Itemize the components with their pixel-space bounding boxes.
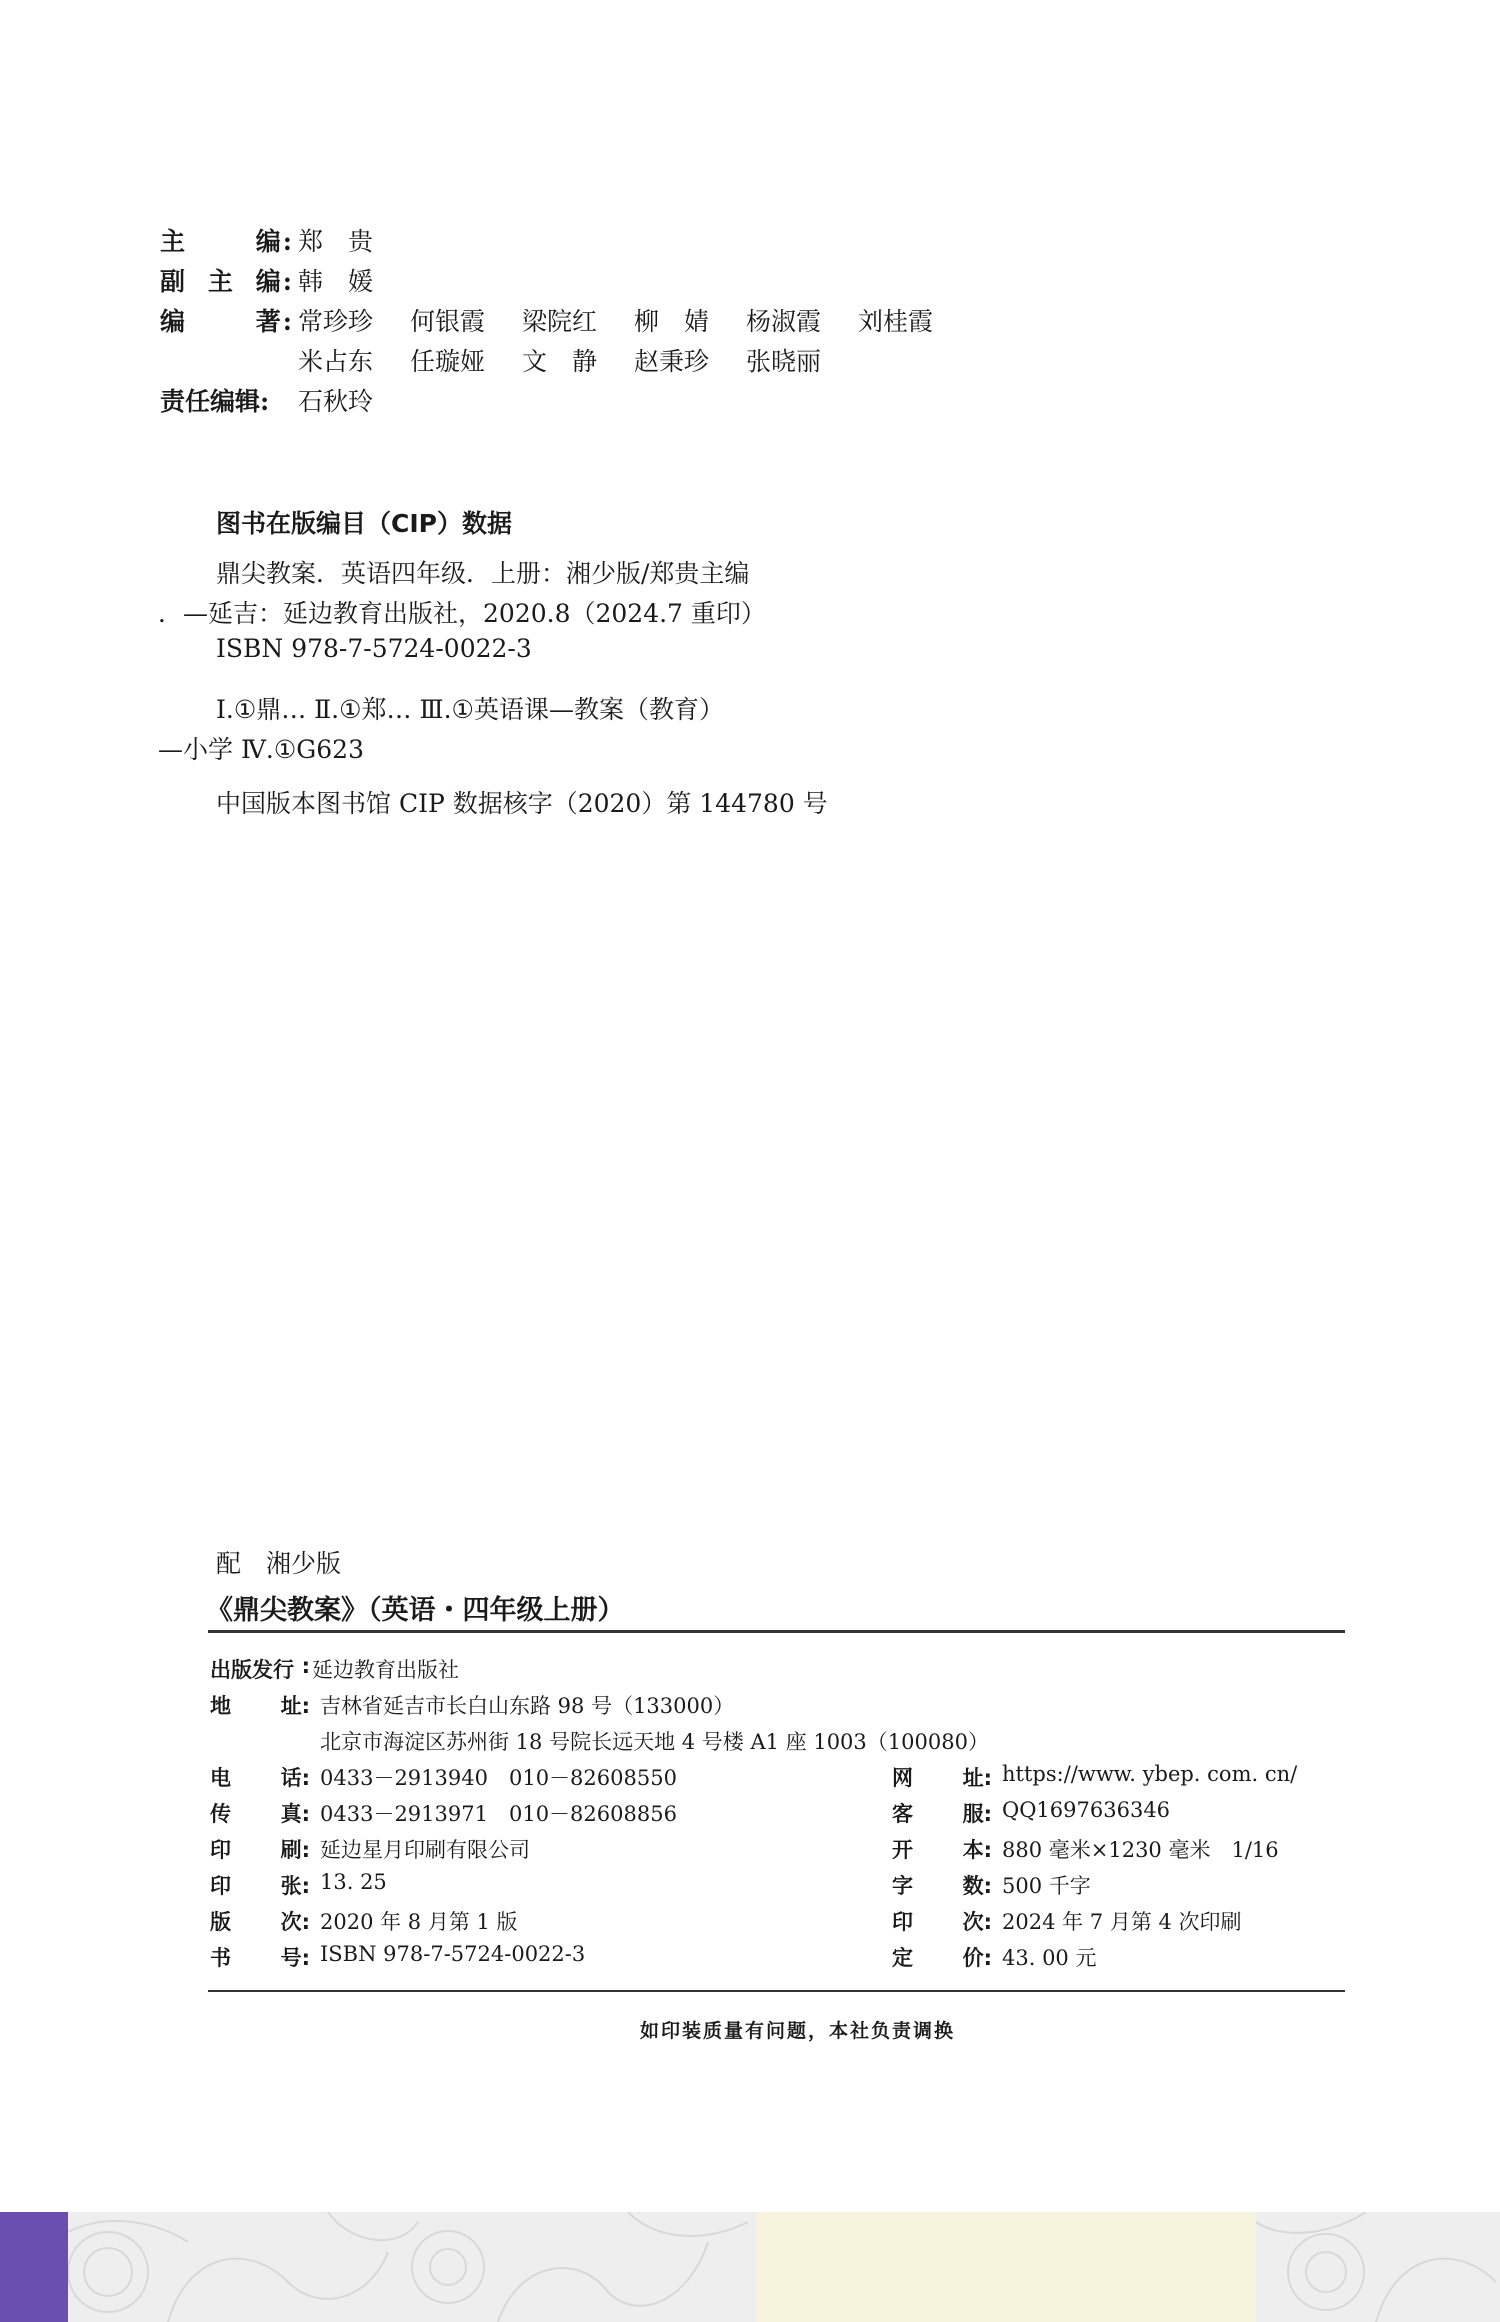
author-name: 米占东 [298, 347, 374, 376]
deputy-editor-name: 韩 媛 [298, 267, 374, 296]
top-rule [208, 1630, 1345, 1633]
imprint-row [210, 1726, 989, 1756]
imprint-key: 电 话: [210, 1766, 310, 1790]
imprint-key: 地 址: [210, 1694, 310, 1718]
imprint-key: 印 刷: [210, 1838, 310, 1862]
imprint-value: 延边星月印刷有限公司 [320, 1838, 530, 1862]
cip-verification: 中国版本图书馆 CIP 数据核字（2020）第 144780 号 [216, 789, 828, 818]
imprint-value: 880 毫米×1230 毫米 1/16 [1002, 1838, 1279, 1862]
imprint-value: ISBN 978-7-5724-0022-3 [320, 1942, 586, 1966]
imprint-key: 传 真: [210, 1802, 310, 1826]
authors-line-1 [298, 302, 970, 338]
floral-pattern-svg [1256, 2212, 1500, 2322]
imprint-row [892, 1942, 1096, 1972]
imprint-row [210, 1942, 585, 1972]
imprint-value: 43. 00 元 [1002, 1946, 1097, 1970]
pale-panel [756, 2212, 1256, 2322]
cip-line: ．—延吉：延边教育出版社，2020.8（2024.7 重印） [158, 599, 766, 628]
authors-line-2 [298, 342, 858, 378]
imprint-row [892, 1834, 1279, 1864]
author-name: 杨淑霞 [746, 307, 822, 336]
imprint-value: 13. 25 [320, 1870, 387, 1894]
imprint-value: 2020 年 8 月第 1 版 [320, 1910, 518, 1934]
responsible-editor-name: 石秋玲 [298, 387, 374, 416]
imprint-value: QQ1697636346 [1002, 1798, 1171, 1822]
imprint-key: 开 本: [892, 1838, 992, 1862]
imprint-row [892, 1906, 1242, 1936]
imprint-value: 北京市海淀区苏州街 18 号院长远天地 4 号楼 A1 座 1003（100080） [320, 1730, 989, 1754]
author-name: 赵秉珍 [634, 347, 710, 376]
cip-line: 鼎尖教案．英语四年级．上册：湘少版/郑贵主编 [216, 559, 750, 588]
imprint-key: 版 次: [210, 1910, 310, 1934]
imprint-key: 印 次: [892, 1910, 992, 1934]
imprint-row [210, 1834, 530, 1864]
cip-title: 图书在版编目（CIP）数据 [216, 509, 512, 538]
imprint-value: 延边教育出版社 [312, 1658, 459, 1682]
imprint-value: 500 千字 [1002, 1874, 1091, 1898]
floral-pattern-svg [68, 2212, 756, 2322]
purple-bar [0, 2212, 68, 2322]
imprint-row [892, 1870, 1091, 1900]
author-name: 张晓丽 [746, 347, 822, 376]
author-name: 柳 婧 [634, 307, 710, 336]
chief-editor-name: 郑 贵 [298, 227, 374, 256]
responsible-editor-label: 责任编辑: [160, 387, 270, 416]
author-name: 文 静 [522, 347, 598, 376]
imprint-row [210, 1762, 677, 1792]
book-title: 《鼎尖教案》（英语・四年级上册） [206, 1595, 625, 1626]
imprint-key: 书 号: [210, 1946, 310, 1970]
floral-pattern [1256, 2212, 1500, 2322]
author-name: 何银霞 [410, 307, 486, 336]
imprint-row [210, 1654, 459, 1684]
imprint-row [210, 1690, 734, 1720]
imprint-key: 出版发行 : [210, 1654, 310, 1682]
imprint-key: 客 服: [892, 1802, 992, 1826]
imprint-value: 0433－2913971 010－82608856 [320, 1802, 677, 1826]
author-name: 任璇娅 [410, 347, 486, 376]
website-link[interactable]: https://www. ybep. com. cn/ [1002, 1762, 1298, 1786]
imprint-row [892, 1798, 1170, 1828]
cip-line: —小学 Ⅳ.①G623 [158, 735, 364, 764]
chief-editor-label: 主 编: [160, 227, 292, 256]
imprint-row [210, 1798, 677, 1828]
imprint-key: 印 张: [210, 1874, 310, 1898]
imprint-row [210, 1906, 518, 1936]
deputy-editor-label: 副 主 编: [160, 267, 292, 296]
imprint-row [892, 1762, 1297, 1792]
imprint-value: 0433－2913940 010－82608550 [320, 1766, 677, 1790]
authors-label: 编 著: [160, 307, 292, 336]
imprint-value: 2024 年 7 月第 4 次印刷 [1002, 1910, 1242, 1934]
decorative-band [0, 2212, 1500, 2322]
author-name: 梁院红 [522, 307, 598, 336]
imprint-row [210, 1870, 387, 1900]
edition-label: 配 湘少版 [216, 1549, 342, 1578]
bottom-rule [208, 1990, 1345, 1992]
floral-pattern [68, 2212, 756, 2322]
imprint-key: 字 数: [892, 1874, 992, 1898]
imprint-key: 网 址: [892, 1766, 992, 1790]
cip-isbn: ISBN 978-7-5724-0022-3 [216, 634, 532, 663]
author-name: 常珍珍 [298, 307, 374, 336]
cip-line: Ⅰ.①鼎… Ⅱ.①郑… Ⅲ.①英语课—教案（教育） [216, 695, 724, 724]
imprint-value: 吉林省延吉市长白山东路 98 号（133000） [320, 1694, 735, 1718]
author-name: 刘桂霞 [858, 307, 934, 336]
quality-note: 如印装质量有问题，本社负责调换 [640, 2020, 956, 2042]
imprint-key: 定 价: [892, 1946, 992, 1970]
